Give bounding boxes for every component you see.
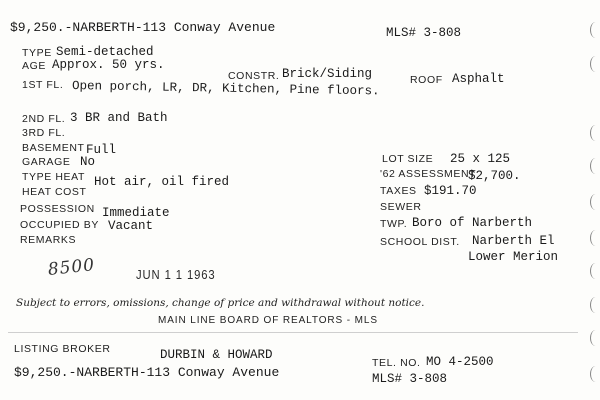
binder-ring-icon (590, 230, 600, 246)
twp-label: TWP. (380, 218, 408, 230)
binder-ring-icon (590, 194, 600, 210)
binder-ring-icon (590, 366, 600, 382)
occupied-by-value: Vacant (108, 219, 154, 233)
header-price-address: $9,250.-NARBERTH-113 Conway Avenue (10, 20, 276, 35)
twp-value: Boro of Narberth (412, 216, 533, 230)
divider (8, 332, 578, 333)
binder-ring-icon (590, 22, 600, 38)
assessment-value: $2,700. (468, 169, 521, 183)
type-heat-value: Hot air, oil fired (94, 175, 230, 189)
sewer-label: SEWER (380, 201, 422, 213)
handwritten-note: 8500 (46, 255, 97, 280)
listing-broker-label: LISTING BROKER (14, 343, 111, 355)
type-heat-label: TYPE HEAT (22, 171, 85, 183)
first-floor-label: 1ST FL. (22, 79, 64, 91)
binder-ring-icon (590, 158, 600, 174)
second-floor-value: 3 BR and Bath (70, 111, 168, 125)
basement-label: BASEMENT (22, 142, 85, 154)
constr-label: CONSTR. (228, 70, 280, 82)
notice-text: Subject to errors, omissions, change of price and withdrawal without notice. (16, 297, 425, 309)
assessment-label: '62 ASSESSMENT (380, 168, 477, 180)
basement-value: Full (86, 143, 117, 157)
school-dist-value-line1: Narberth El (472, 234, 555, 248)
tel-value: MO 4-2500 (426, 355, 494, 369)
binder-ring-icon (590, 330, 600, 346)
date-stamp: JUN 1 1 1963 (136, 268, 216, 282)
taxes-value: $191.70 (424, 184, 477, 198)
age-label: AGE (22, 60, 46, 72)
school-dist-value-line2: Lower Merion (468, 250, 559, 264)
board-text: MAIN LINE BOARD OF REALTORS - MLS (158, 315, 378, 326)
lot-size-value: 25 x 125 (450, 152, 511, 166)
type-value: Semi-detached (56, 45, 154, 59)
lot-size-label: LOT SIZE (382, 153, 434, 165)
binder-ring-icon (590, 125, 600, 141)
binder-ring-icon (590, 56, 600, 72)
garage-label: GARAGE (22, 156, 71, 168)
age-value: Approx. 50 yrs. (52, 58, 165, 72)
binder-ring-icon (590, 263, 600, 279)
type-label: TYPE (22, 47, 52, 59)
constr-value: Brick/Siding (282, 67, 373, 81)
school-dist-label: SCHOOL DIST. (380, 236, 460, 248)
first-floor-value: Open porch, LR, DR, Kitchen, Pine floors. (71, 79, 380, 99)
roof-label: ROOF (410, 74, 443, 86)
taxes-label: TAXES (380, 185, 417, 197)
remarks-label: REMARKS (20, 234, 77, 246)
possession-value: Immediate (102, 206, 170, 220)
occupied-by-label: OCCUPIED BY (20, 219, 99, 231)
footer-price-address: $9,250.-NARBERTH-113 Conway Avenue (14, 365, 280, 380)
header-mls: MLS# 3-808 (386, 26, 462, 40)
binder-ring-icon (590, 297, 600, 313)
tel-label: TEL. NO. (372, 357, 421, 369)
footer-mls: MLS# 3-808 (372, 372, 448, 386)
garage-value: No (80, 155, 96, 169)
roof-value: Asphalt (452, 72, 505, 86)
heat-cost-label: HEAT COST (22, 186, 87, 198)
possession-label: POSSESSION (20, 203, 95, 215)
third-floor-label: 3RD FL. (22, 127, 66, 139)
listing-broker-value: DURBIN & HOWARD (160, 348, 273, 362)
second-floor-label: 2ND FL. (22, 113, 66, 125)
